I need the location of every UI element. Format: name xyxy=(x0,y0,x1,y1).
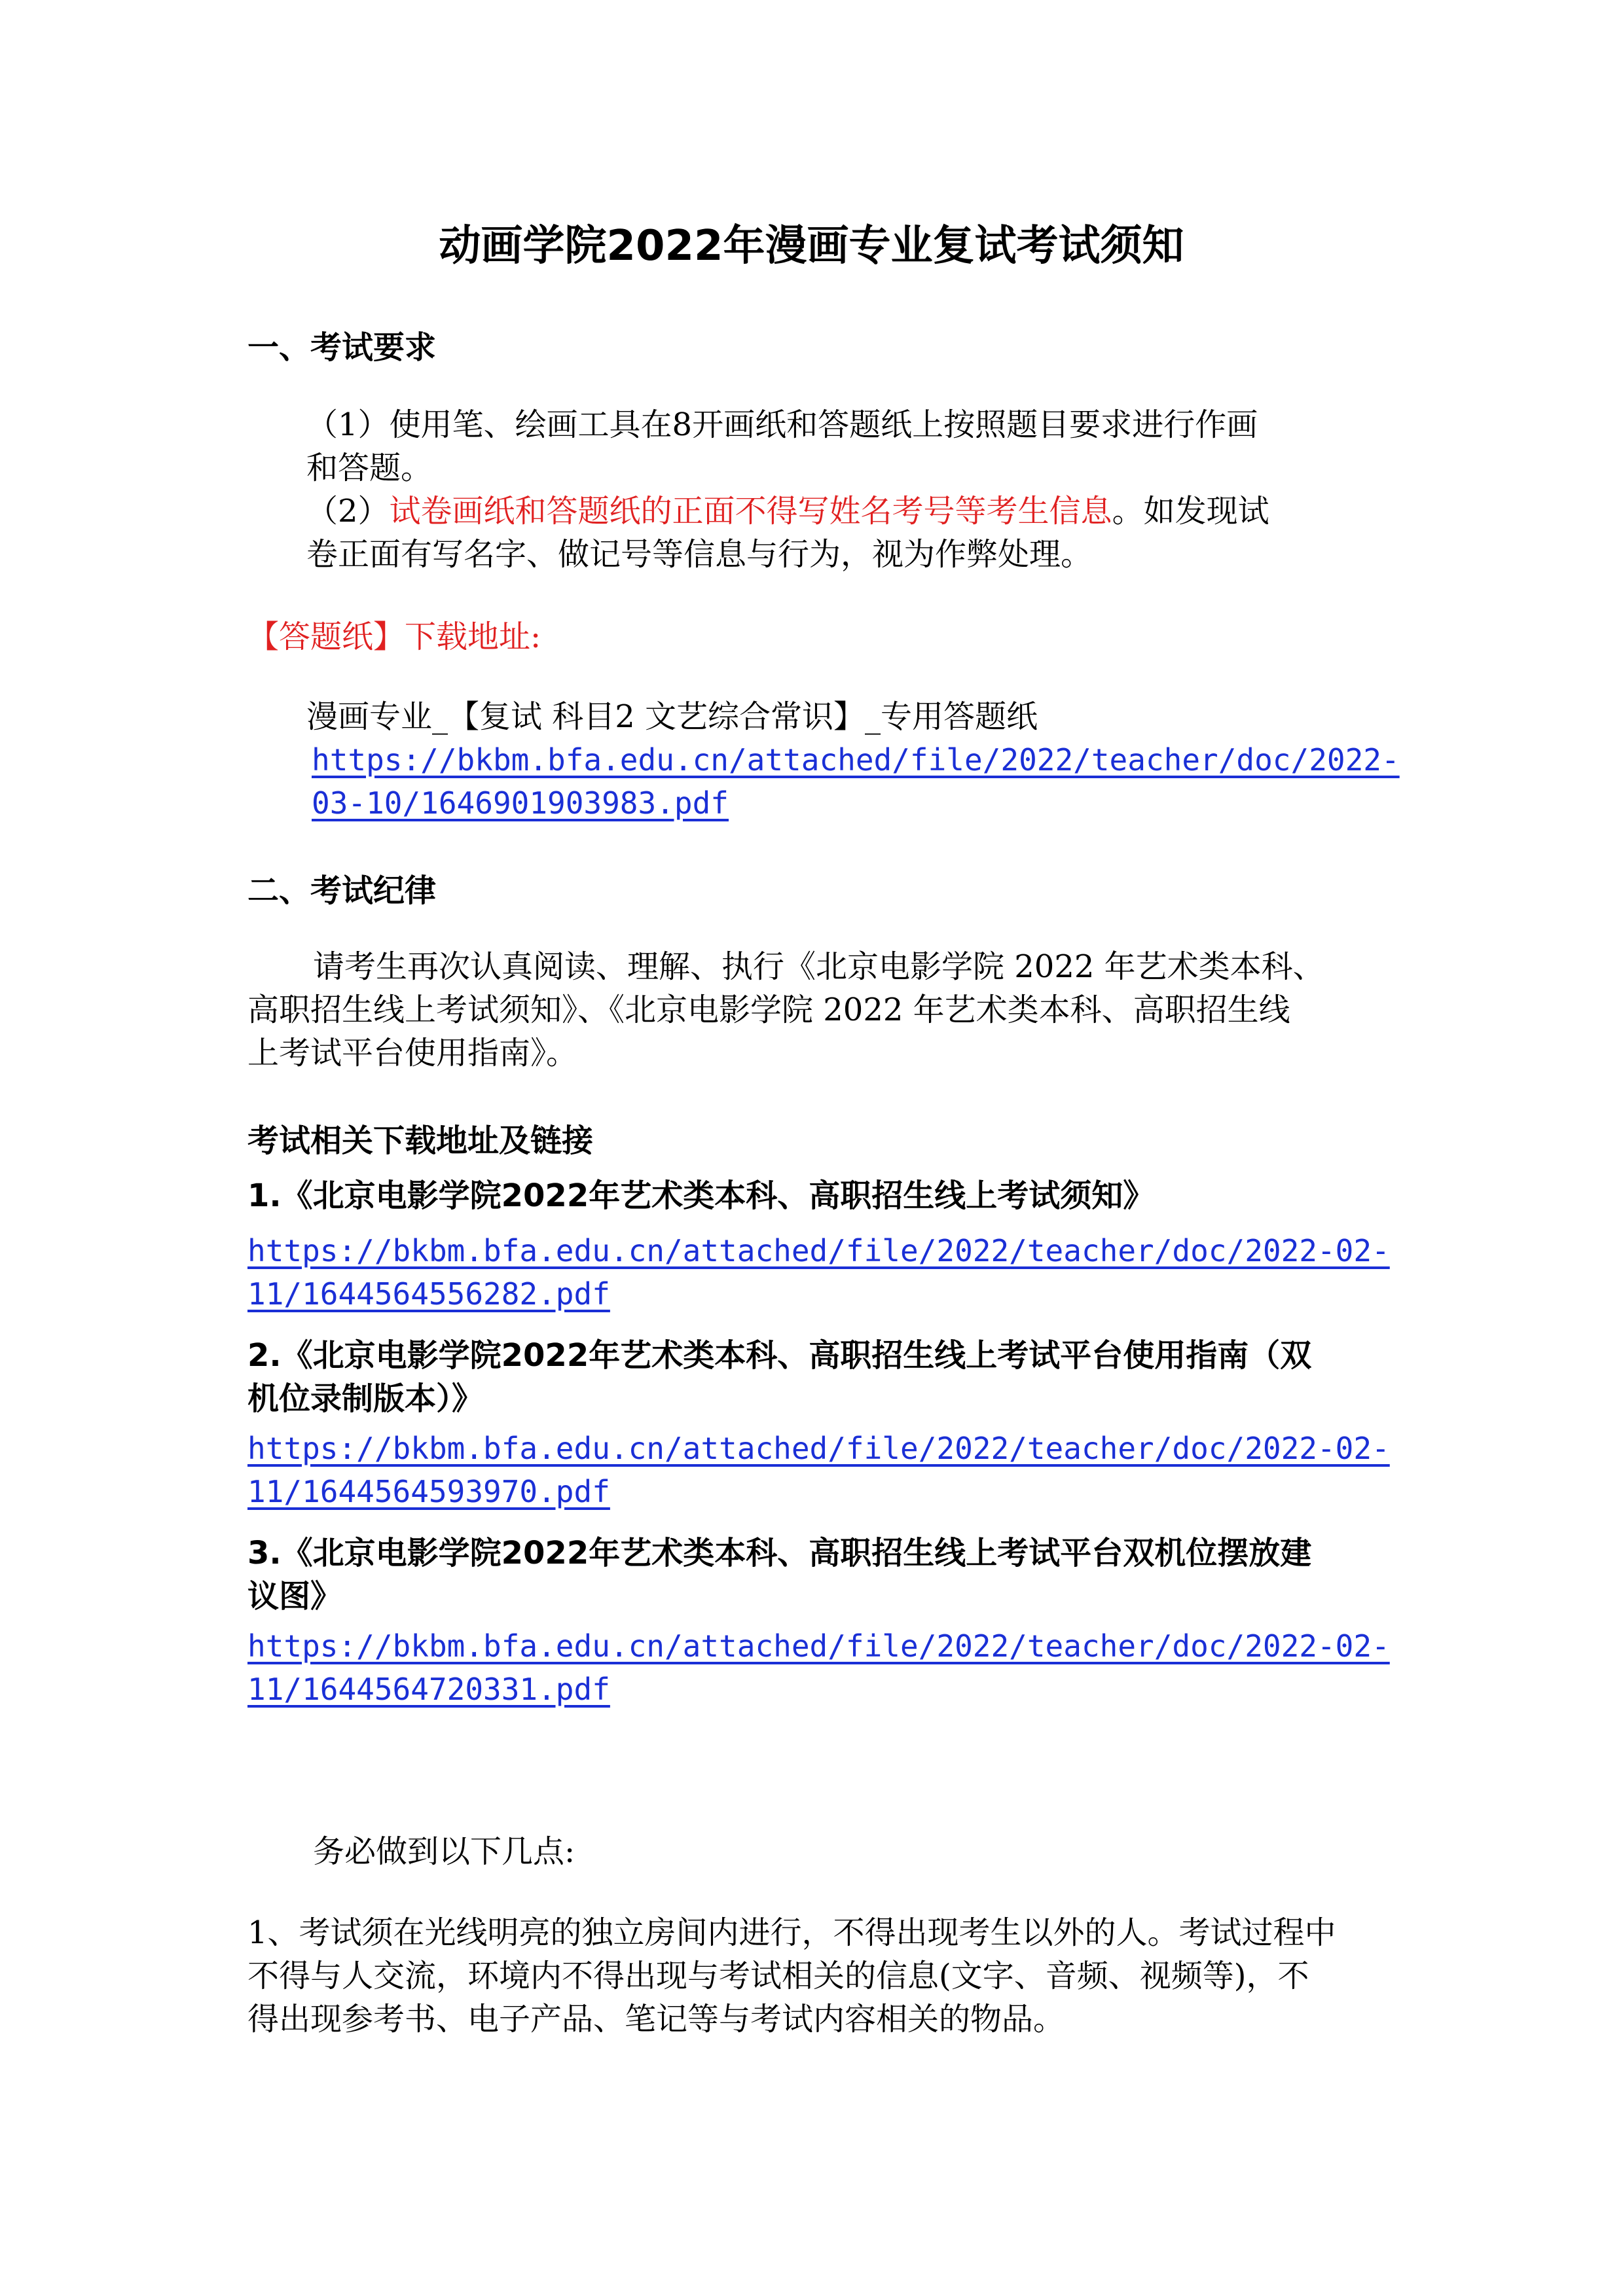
must-do-point1-line1: 1、考试须在光线明亮的独立房间内进行，不得出现考生以外的人。考试过程中 xyxy=(247,1914,1336,1951)
requirement-2-line2: 卷正面有写名字、做记号等信息与行为，视为作弊处理。 xyxy=(306,536,1093,573)
download-2-link-line2[interactable]: 11/1644564593970.pdf xyxy=(247,1474,610,1509)
requirement-2-warning: 试卷画纸和答题纸的正面不得写姓名考号等考生信息 xyxy=(389,493,1112,529)
requirement-1-line2: 和答题。 xyxy=(306,450,433,486)
requirement-2-prefix: （2） xyxy=(306,493,390,529)
download-3-link-line2[interactable]: 11/1644564720331.pdf xyxy=(247,1672,610,1707)
download-2-title-line1: 2.《北京电影学院2022年艺术类本科、高职招生线上考试平台使用指南（双 xyxy=(247,1337,1312,1374)
download-1-link-line2[interactable]: 11/1644564556282.pdf xyxy=(247,1276,610,1312)
must-do-point1-line2: 不得与人交流，环境内不得出现与考试相关的信息(文字、音频、视频等)，不 xyxy=(247,1958,1309,1994)
requirement-2-suffix: 。如发现试 xyxy=(1112,493,1269,529)
download-2-link-line1[interactable]: https://bkbm.bfa.edu.cn/attached/file/2022/teacher/doc/2022-02- xyxy=(247,1431,1390,1466)
discipline-paragraph-line1: 请考生再次认真阅读、理解、执行《北京电影学院 2022 年艺术类本科、 xyxy=(313,948,1324,985)
downloads-heading: 考试相关下载地址及链接 xyxy=(247,1122,594,1159)
page-title: 动画学院2022年漫画专业复试考试须知 xyxy=(439,222,1184,270)
requirement-1-line1: （1）使用笔、绘画工具在8开画纸和答题纸上按照题目要求进行作画 xyxy=(306,406,1258,443)
discipline-paragraph-line3: 上考试平台使用指南》。 xyxy=(247,1035,578,1071)
discipline-paragraph-line2: 高职招生线上考试须知》、《北京电影学院 2022 年艺术类本科、高职招生线 xyxy=(247,992,1290,1028)
section2-heading: 二、考试纪律 xyxy=(247,872,437,909)
answer-sheet-link-line2[interactable]: 03-10/1646901903983.pdf xyxy=(312,785,729,821)
answer-sheet-description: 漫画专业_【复试 科目2 文艺综合常识】_专用答题纸 xyxy=(306,698,1038,735)
download-3-link-line1[interactable]: https://bkbm.bfa.edu.cn/attached/file/2022/teacher/doc/2022-02- xyxy=(247,1628,1390,1664)
must-do-point1-line3: 得出现参考书、电子产品、笔记等与考试内容相关的物品。 xyxy=(247,2001,1065,2037)
download-2-title-line2: 机位录制版本）》 xyxy=(247,1380,484,1417)
download-3-title-line2: 议图》 xyxy=(247,1578,342,1615)
download-1-title: 1.《北京电影学院2022年艺术类本科、高职招生线上考试须知》 xyxy=(247,1177,1155,1214)
download-3-title-line1: 3.《北京电影学院2022年艺术类本科、高职招生线上考试平台双机位摆放建 xyxy=(247,1535,1312,1571)
section1-heading: 一、考试要求 xyxy=(247,329,437,366)
answer-sheet-link-line1[interactable]: https://bkbm.bfa.edu.cn/attached/file/2022/teacher/doc/2022- xyxy=(312,742,1400,778)
answer-sheet-label: 【答题纸】下载地址: xyxy=(247,619,541,655)
must-do-intro: 务必做到以下几点: xyxy=(313,1833,575,1870)
requirement-2-line1 xyxy=(306,490,1269,533)
download-1-link-line1[interactable]: https://bkbm.bfa.edu.cn/attached/file/2022/teacher/doc/2022-02- xyxy=(247,1233,1390,1268)
